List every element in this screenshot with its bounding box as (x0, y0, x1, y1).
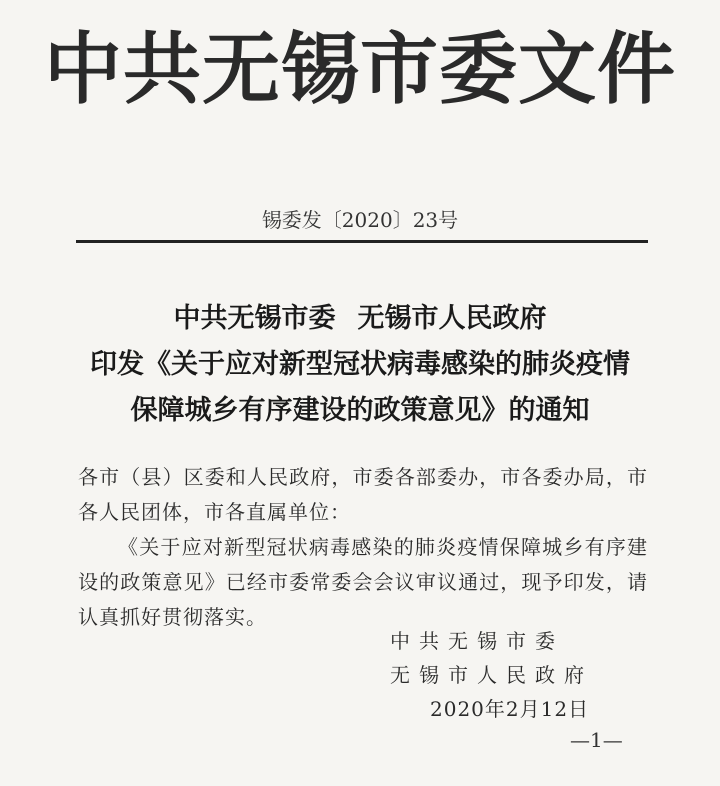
addressee-paragraph: 各市（县）区委和人民政府，市委各部委办，市各委办局，市各人民团体，市各直属单位： (78, 465, 648, 524)
title-line-1 (60, 296, 660, 342)
document-number: 锡委发〔2020〕23号 (261, 208, 459, 232)
notice-body (78, 460, 648, 635)
signature-org-1: 中共无锡市委 (390, 629, 564, 653)
signature-org-2: 无锡市人民政府 (390, 663, 593, 687)
header-divider (76, 240, 648, 243)
title-line-3: 保障城乡有序建设的政策意见》的通知 (130, 395, 590, 426)
notice-title (60, 296, 660, 434)
main-paragraph: 《关于应对新型冠状病毒感染的肺炎疫情保障城乡有序建设的政策意见》已经市委常委会会议审议通过，现予印发，请认真抓好贯彻落实。 (78, 535, 648, 629)
masthead-title: 中共无锡市委文件 (43, 24, 676, 115)
page-number: —1— (570, 728, 623, 752)
signature-date: 2020年2月12日 (430, 697, 590, 721)
title-line-2: 印发《关于应对新型冠状病毒感染的肺炎疫情 (90, 349, 630, 380)
signature-block (390, 624, 650, 726)
title-issuer-2: 无锡市人民政府 (357, 303, 547, 334)
title-issuer-1: 中共无锡市委 (173, 303, 336, 334)
